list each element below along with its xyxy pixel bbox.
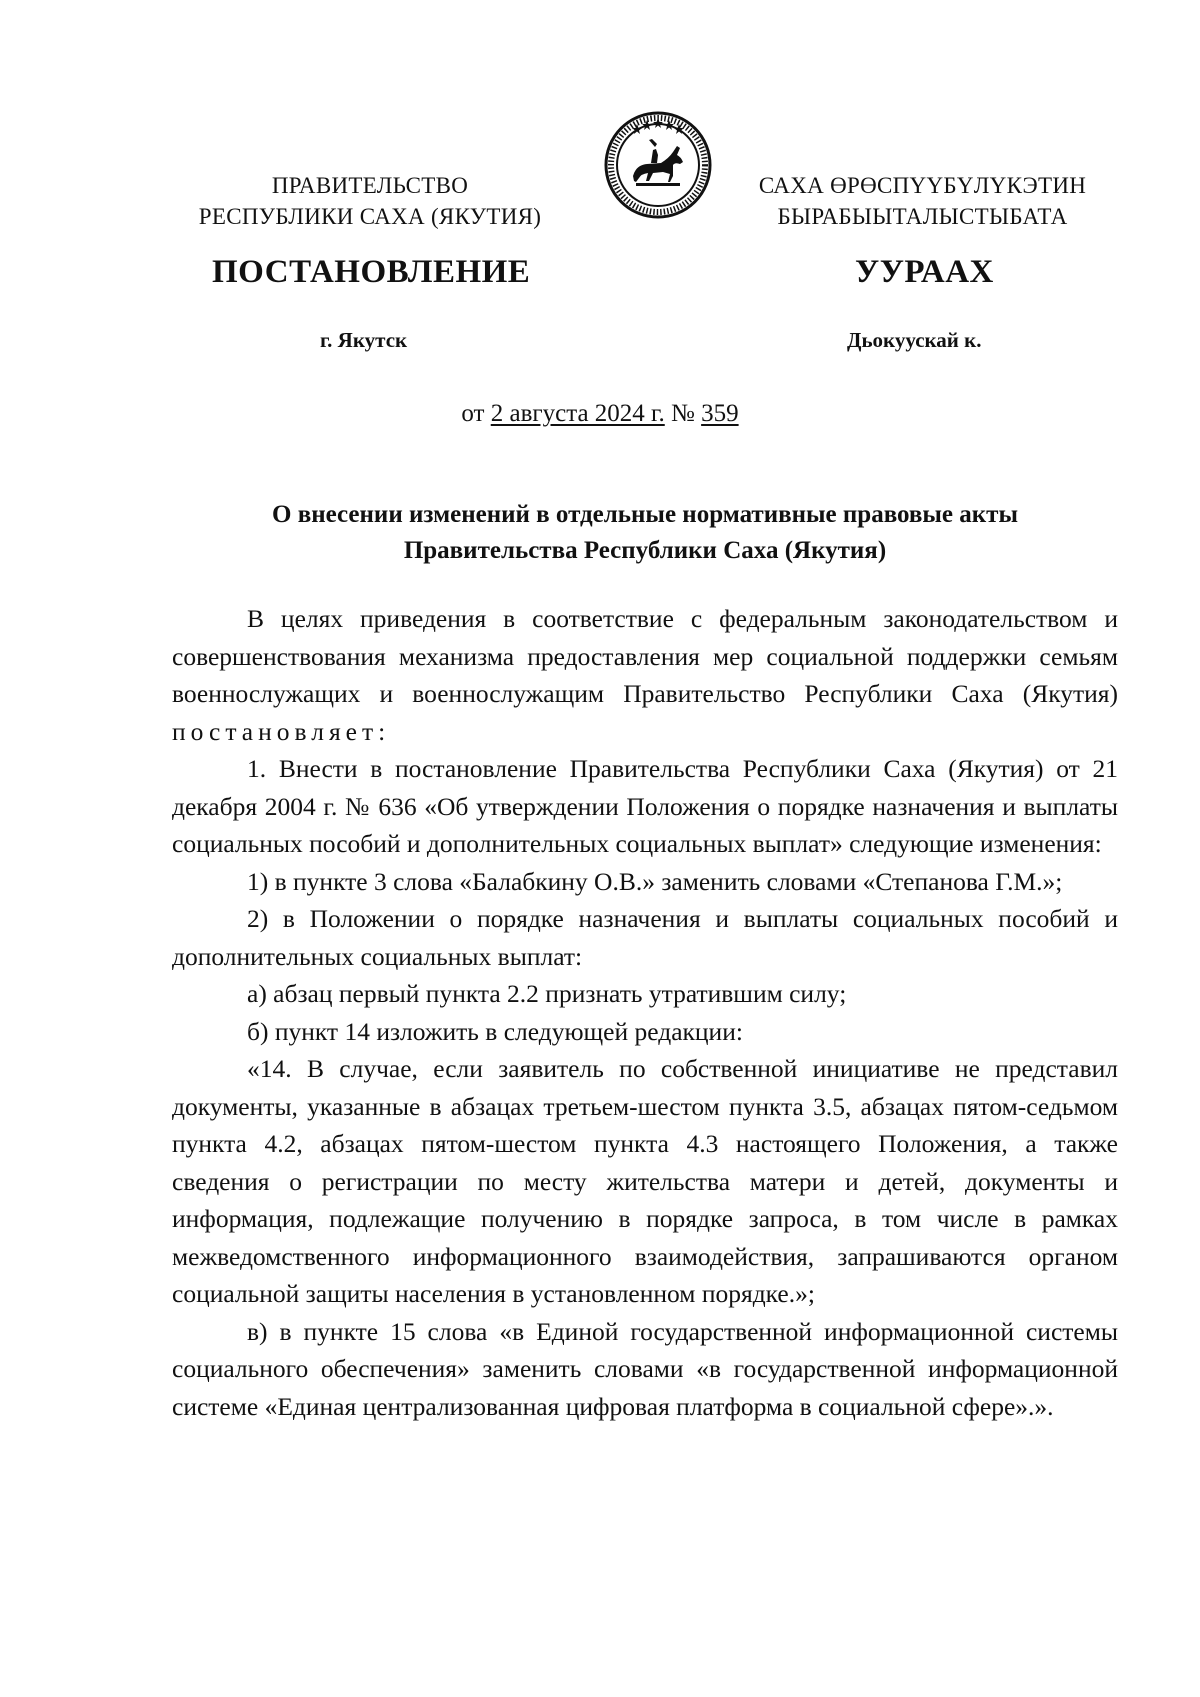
decree-subject-heading [170,497,1120,569]
item-14-text-paragraph: «14. В случае, если заявитель по собственной инициативе не представил документы, указанные в абзацах третьем-шестом пункта 3.5, абзацах пятом-седьмом пункта 4.2, абзацах пятом-шестом пункта 4.3 настоящего Положения, а также сведения о регистрации по месту жительства матери и детей, документы и информация, подлежащие получению в порядке запроса, в том числе в рамках межведомственного информационного взаимодействия, запрашиваются органом социальной защиты населения в установленном порядке.»; [172,1054,1118,1308]
item-v-paragraph: в) в пункте 15 слова «в Единой государственной информационной системы социального обеспечения» заменить словами «в государственной информационной системе «Единая централизованная цифровая платформа в социальной сфере».». [172,1316,1118,1421]
city-sakha: Дьокуускай к. [847,328,982,352]
resolves-word: постановляет: [172,716,391,746]
city-russian: г. Якутск [320,328,408,352]
government-name-sakha-line1: САХА ӨРӨСПҮҮБҮЛҮКЭТИН [758,173,1087,198]
clause-1-paragraph: 1. Внести в постановление Правительства Республики Саха (Якутия) от 21 декабря 2004 г. № 636 «Об утверждении Положения о порядке назначения и выплаты социальных пособий и дополнительных социальных выплат» следующие изменения: [172,754,1118,858]
decree-type-sakha: УУРААХ [855,254,994,290]
government-name-sakha-line2: БЫРАБЫЫТАЛЫСТЫБАТА [777,204,1068,229]
decree-type-russian: ПОСТАНОВЛЕНИЕ [212,254,531,290]
government-name-sakha [735,170,1110,232]
subject-line1: О внесении изменений в отдельные нормативные правовые акты [272,501,1018,528]
item-b-paragraph: б) пункт 14 изложить в следующей редакции: [247,1016,743,1046]
item-a-paragraph: а) абзац первый пункта 2.2 признать утратившим силу; [247,979,847,1008]
government-name-russian [170,170,570,232]
preamble-text: В целях приведения в соответствие с федеральным законодательством и совершенствования механизма предоставления мер социальной поддержки семьям военнослужащих и военнослужащим Правительство Республики Саха (Якутия) [172,604,1118,708]
date-prefix: от [461,400,485,427]
subclause-1-paragraph: 1) в пункте 3 слова «Балабкину О.В.» заменить словами «Степанова Г.М.»; [247,866,1063,896]
subject-line2: Правительства Республики Саха (Якутия) [403,537,887,564]
decree-body [172,600,1118,1425]
preamble-paragraph [172,600,1118,750]
government-name-line1: ПРАВИТЕЛЬСТВО [271,173,469,198]
subclause-2-paragraph: 2) в Положении о порядке назначения и выплаты социальных пособий и дополнительных социальных выплат: [172,904,1118,971]
decree-date: 2 августа 2024 г. [490,400,665,427]
decree-number: 359 [701,400,739,427]
government-name-line2: РЕСПУБЛИКИ САХА (ЯКУТИЯ) [198,204,542,229]
decree-date-number [0,400,1200,428]
coat-of-arms-emblem [603,110,713,220]
number-prefix: № [671,400,695,427]
